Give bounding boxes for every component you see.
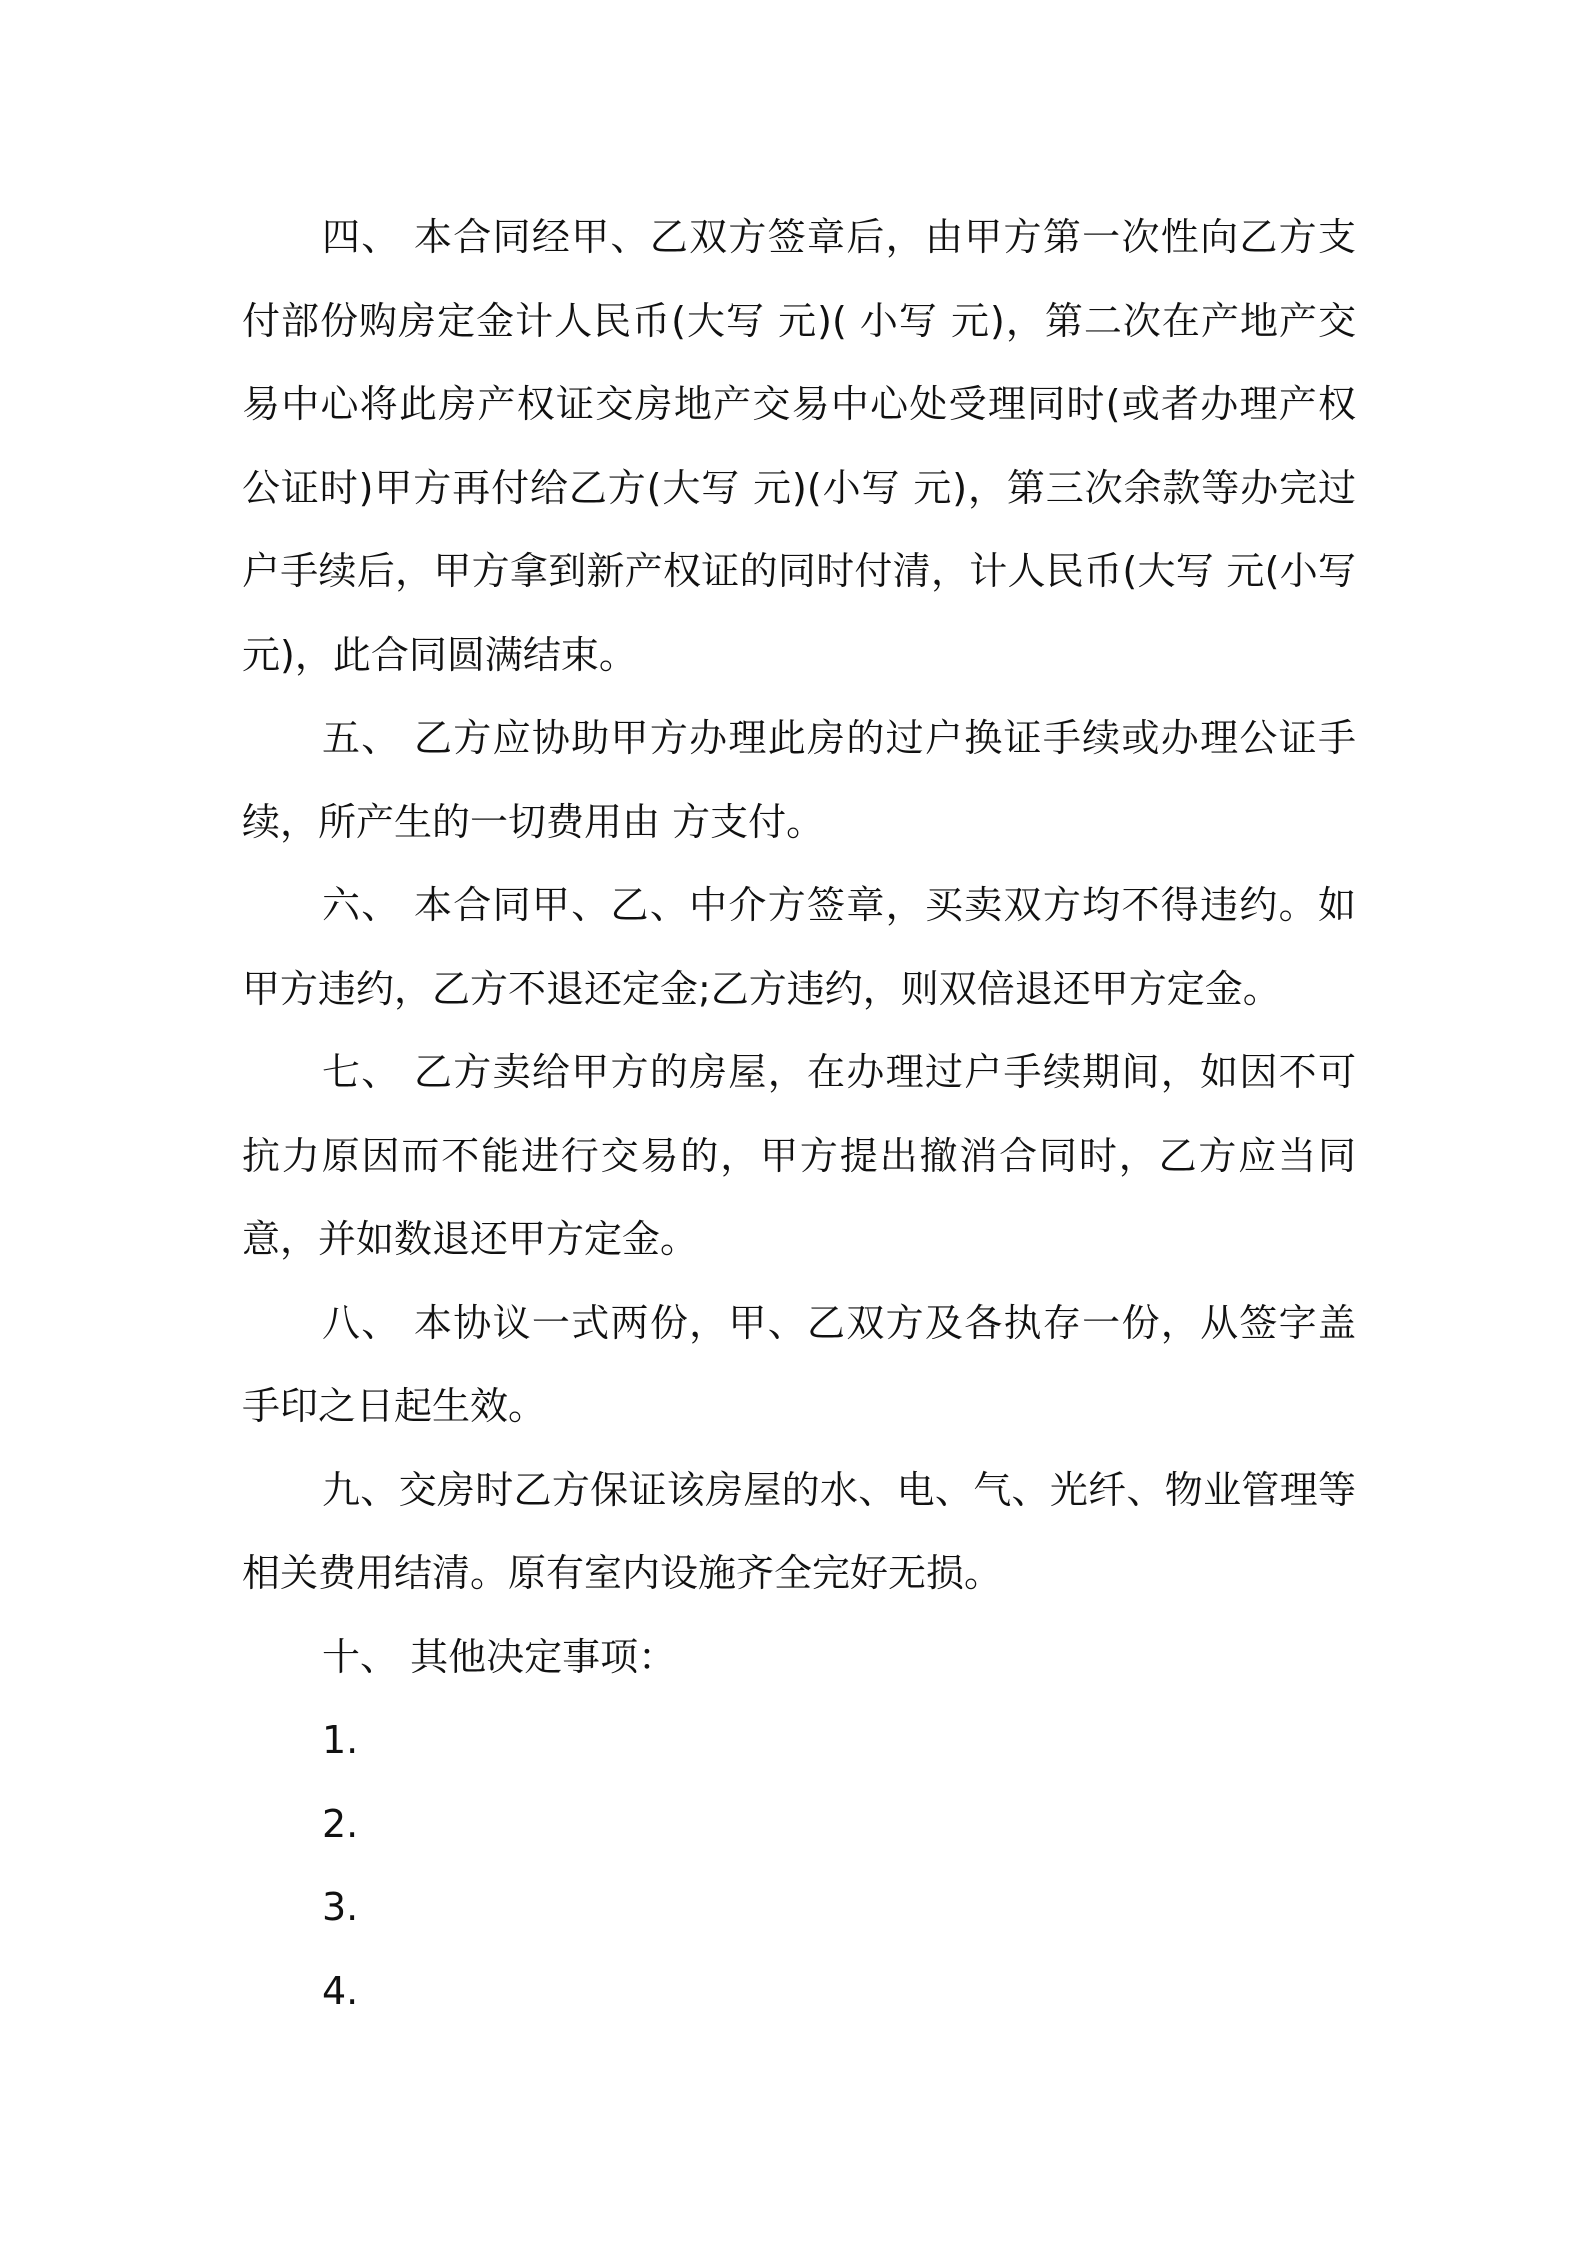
list-item: 3.: [322, 1885, 359, 1929]
clause-4: 四、 本合同经甲、乙双方签章后，由甲方第一次性向乙方支付部份购房定金计人民币(大写 元)( 小写 元)，第二次在产地产交易中心将此房产权证交房地产交易中心处受理同时(或者办理产权公证时)甲方再付给乙方(大写 元)(小写 元)，第三次余款等办完过户手续后，甲方拿到新产权证的同时付清，计人民币(大写 元(小写 元)，此合同圆满结束。: [242, 215, 1357, 677]
list-item: 1.: [322, 1718, 359, 1762]
clause-10: 十、 其他决定事项：: [322, 1634, 677, 1679]
clause-7: 七、 乙方卖给甲方的房屋，在办理过户手续期间，如因不可抗力原因而不能进行交易的，甲方提出撤消合同时，乙方应当同意，并如数退还甲方定金。: [242, 1050, 1356, 1261]
clause-6: 六、 本合同甲、乙、中介方签章，买卖双方均不得违约。如甲方违约，乙方不退还定金;乙方违约，则双倍退还甲方定金。: [242, 883, 1356, 1011]
clause-9: 九、交房时乙方保证该房屋的水、电、气、光纤、物业管理等相关费用结清。原有室内设施齐全完好无损。: [242, 1467, 1356, 1595]
document-body: [242, 196, 1356, 2033]
clause-8: 八、 本协议一式两份，甲、乙双方及各执存一份，从签字盖手印之日起生效。: [242, 1300, 1356, 1428]
list-item: 2.: [322, 1801, 359, 1846]
list-item: 4.: [322, 1968, 359, 2013]
clause-5: 五、 乙方应协助甲方办理此房的过户换证手续或办理公证手续，所产生的一切费用由 方支付。: [242, 716, 1356, 844]
